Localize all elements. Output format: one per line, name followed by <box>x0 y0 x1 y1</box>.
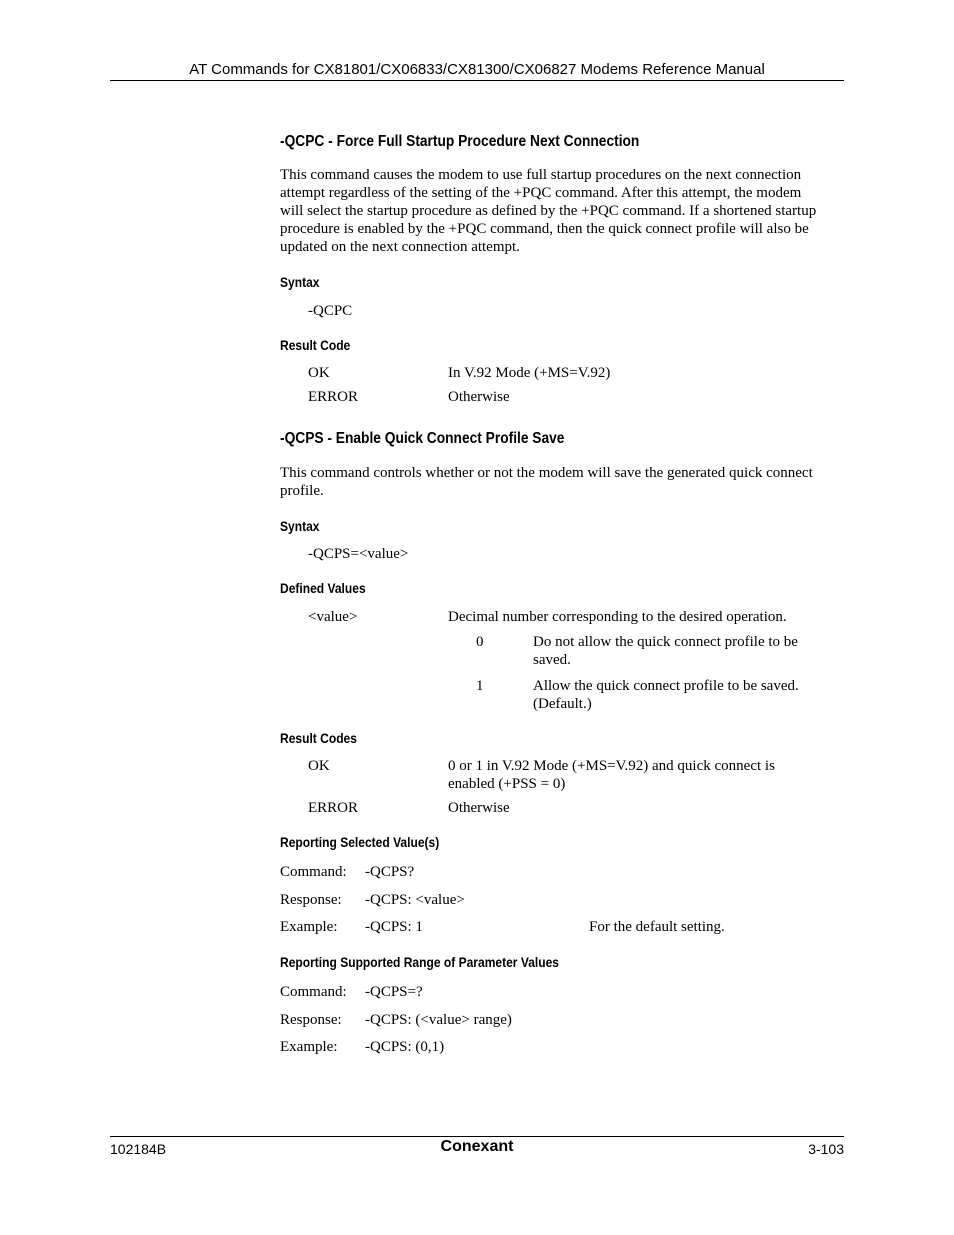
qcps-result-desc-line: 0 or 1 in V.92 Mode (+MS=V.92) and quick connect is <box>448 758 775 774</box>
qcpc-description-line: attempt regardless of the setting of the +PQC command. After this attempt, the modem <box>280 185 802 201</box>
qcps-result-desc-line: enabled (+PSS = 0) <box>448 776 566 792</box>
qcpc-syntax-heading: Syntax <box>280 274 320 290</box>
qcps-option-desc-line: (Default.) <box>533 696 592 712</box>
footer-rule <box>110 1136 844 1137</box>
range-value: -QCPS=? <box>365 984 423 1000</box>
qcps-description-line: This command controls whether or not the modem will save the generated quick connect <box>280 465 813 481</box>
qcpc-syntax: -QCPC <box>308 303 353 319</box>
footer-doc-number: 102184B <box>110 1141 167 1157</box>
qcps-option-desc-line: saved. <box>533 652 571 668</box>
qcps-range-heading: Reporting Supported Range of Parameter Values <box>280 954 559 970</box>
qcpc-result-desc: In V.92 Mode (+MS=V.92) <box>448 365 611 381</box>
qcps-result-desc: Otherwise <box>448 800 510 816</box>
range-value: -QCPS: (<value> range) <box>365 1012 512 1028</box>
footer-page-number: 3-103 <box>808 1141 844 1157</box>
qcps-param-desc: Decimal number corresponding to the desired operation. <box>448 609 787 625</box>
reporting-value: -QCPS: <value> <box>365 892 465 908</box>
reporting-label: Response: <box>280 892 342 908</box>
range-value: -QCPS: (0,1) <box>365 1039 445 1055</box>
page-header-title: AT Commands for CX81801/CX06833/CX81300/CX06827 Modems Reference Manual <box>189 61 765 78</box>
qcps-description-line: profile. <box>280 483 324 499</box>
qcps-defined-heading: Defined Values <box>280 580 366 596</box>
qcpc-result-code: OK <box>308 365 330 381</box>
qcps-result-code: OK <box>308 758 330 774</box>
range-label: Response: <box>280 1012 342 1028</box>
qcps-option-desc <box>533 633 833 669</box>
footer-company: Conexant <box>440 1138 514 1155</box>
qcps-description <box>280 464 842 500</box>
qcps-syntax: -QCPS=<value> <box>308 546 409 562</box>
header-rule <box>110 80 844 81</box>
qcps-option-value: 1 <box>476 678 484 694</box>
qcpc-description-line: procedure is enabled by the +PQC command, then the quick connect profile will also be <box>280 221 809 237</box>
qcps-option-desc-line: Allow the quick connect profile to be saved. <box>533 678 799 694</box>
reporting-label: Command: <box>280 864 347 880</box>
range-label: Example: <box>280 1039 338 1055</box>
reporting-value: -QCPS? <box>365 864 415 880</box>
qcpc-result-code: ERROR <box>308 389 359 405</box>
qcpc-description-line: will select the startup procedure as defined by the +PQC command. If a shortened startup <box>280 203 817 219</box>
qcps-option-desc <box>533 677 833 713</box>
reporting-label: Example: <box>280 919 338 935</box>
qcpc-result-desc: Otherwise <box>448 389 510 405</box>
qcpc-heading: -QCPC - Force Full Startup Procedure Next Connection <box>280 133 640 150</box>
qcps-heading: -QCPS - Enable Quick Connect Profile Save <box>280 430 565 447</box>
qcpc-description <box>280 166 842 256</box>
reporting-note: For the default setting. <box>589 919 725 935</box>
qcps-result-code: ERROR <box>308 800 359 816</box>
qcps-param-name: <value> <box>308 609 358 625</box>
qcpc-result-heading: Result Code <box>280 337 351 353</box>
qcpc-description-line: updated on the next connection attempt. <box>280 239 520 255</box>
range-label: Command: <box>280 984 347 1000</box>
qcps-option-value: 0 <box>476 634 484 650</box>
qcps-reporting-heading: Reporting Selected Value(s) <box>280 834 440 850</box>
qcps-syntax-heading: Syntax <box>280 518 320 534</box>
qcpc-description-line: This command causes the modem to use full startup procedures on the next connection <box>280 167 802 183</box>
qcps-result-desc <box>448 757 838 793</box>
qcps-results-heading: Result Codes <box>280 730 357 746</box>
qcps-option-desc-line: Do not allow the quick connect profile to be <box>533 634 798 650</box>
reporting-value: -QCPS: 1 <box>365 919 423 935</box>
